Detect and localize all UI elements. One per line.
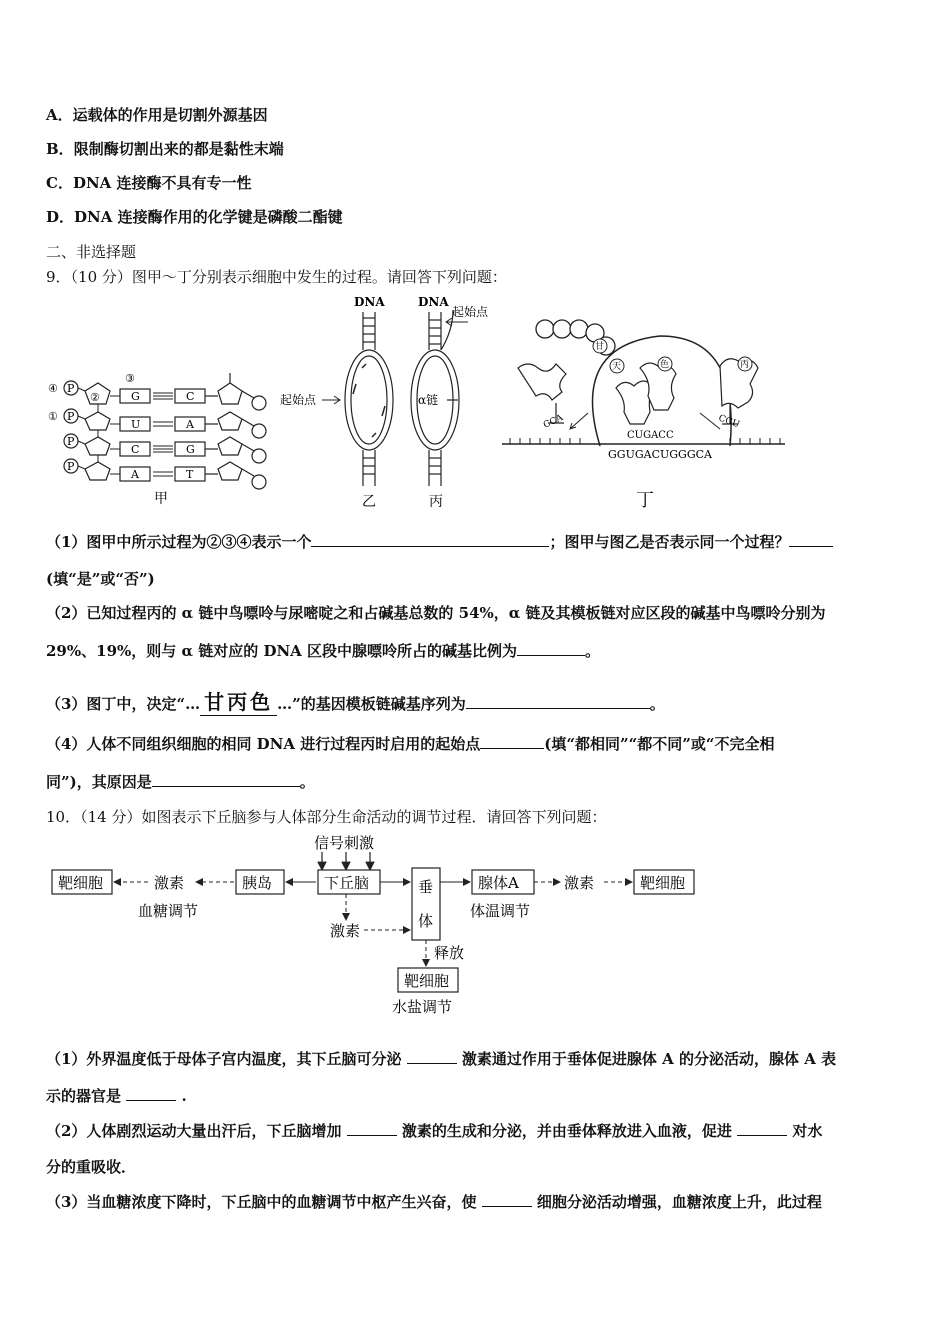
release-label: 释放 [434, 944, 465, 962]
svg-text:P: P [67, 435, 75, 448]
svg-text:体: 体 [418, 912, 434, 930]
phosphate-list [64, 381, 78, 473]
option-d: D．DNA 连接酶作用的化学键是磷酸二酯键 [46, 208, 343, 226]
answer-blank[interactable] [482, 1192, 532, 1207]
svg-text:丙: 丙 [740, 360, 750, 370]
label-1: ① [48, 410, 58, 423]
right-base-list [175, 389, 205, 481]
svg-text:色: 色 [660, 360, 670, 370]
left-base-list [110, 389, 150, 481]
answer-blank[interactable] [517, 641, 585, 656]
svg-text:A: A [186, 418, 194, 431]
q10-sub1-cont: 示的器官是 . [46, 1087, 187, 1105]
q9-sub4-cont: 同”)，其原因是 。 [46, 773, 315, 791]
figure-yi [280, 295, 393, 510]
islet-box: 胰岛 [242, 874, 273, 892]
answer-blank[interactable] [789, 532, 833, 547]
svg-text:P: P [67, 382, 75, 395]
label-yi: 乙 [362, 494, 376, 510]
answer-blank[interactable] [347, 1121, 397, 1136]
label-3: ③ [125, 372, 135, 385]
q9-sub1-cont: (填“是”或“否”) [46, 570, 155, 588]
q9-figure [40, 288, 920, 518]
q9-sub2: （2）已知过程丙的 α 链中鸟嘌呤与尿嘧啶之和占碱基总数的 54%，α 链及其模板链对应区段的碱基中鸟嘌呤分别为 [46, 604, 826, 622]
codon-row: CUGACC [627, 430, 674, 441]
origin-label: 起始点 [280, 393, 317, 407]
svg-text:G: G [131, 390, 140, 403]
answer-blank[interactable] [407, 1049, 457, 1064]
label-jia: 甲 [154, 491, 168, 507]
label-ding: 丁 [636, 490, 654, 511]
hypothalamus-box: 下丘脑 [324, 874, 370, 892]
figure-jia [48, 372, 266, 507]
svg-text:A: A [131, 468, 139, 481]
q9-sub1: （1）图甲中所示过程为②③④表示一个 ；图甲与图乙是否表示同一个过程？ [46, 531, 833, 552]
svg-text:P: P [67, 410, 75, 423]
q10-diagram [46, 830, 706, 1030]
answer-blank[interactable] [126, 1086, 176, 1101]
amino-glyphs: 甘丙色 [200, 686, 277, 716]
q9-sub2-cont: 29%、19%，则与 α 链对应的 DNA 区段中腺嘌呤所占的碱基比例为 。 [46, 642, 601, 660]
pituitary-box: 垂 [418, 878, 434, 896]
q9-stem: 9．（10 分）图甲～丁分别表示细胞中发生的过程。请回答下列问题： [46, 268, 507, 286]
origin-label: 起始点 [452, 305, 489, 319]
q10-sub2-cont: 分的重吸收． [46, 1158, 137, 1176]
q10-sub3: （3）当血糖浓度下降时，下丘脑中的血糖调节中枢产生兴奋，使 细胞分泌活动增强，血糖浓度上升，此过程 [46, 1193, 822, 1211]
svg-text:天: 天 [612, 362, 622, 372]
dna-label: DNA [354, 295, 385, 309]
option-a: A．运载体的作用是切割外源基因 [46, 106, 268, 124]
svg-text:U: U [131, 418, 141, 431]
q10-sub2: （2）人体剧烈运动大量出汗后，下丘脑增加 激素的生成和分泌，并由垂体释放进入血液，促进 对水 [46, 1122, 823, 1140]
figure-ding [502, 320, 785, 511]
answer-blank[interactable] [466, 694, 650, 709]
answer-blank[interactable] [737, 1121, 787, 1136]
svg-text:C: C [186, 390, 195, 403]
dna-label: DNA [418, 295, 449, 309]
svg-text:甘: 甘 [595, 342, 605, 352]
blood-sugar-label: 血糖调节 [138, 902, 199, 920]
svg-text:P: P [67, 460, 75, 473]
answer-blank[interactable] [152, 772, 300, 787]
q9-sub3: （3）图丁中，决定“… 甘丙色 …”的基因模板链碱基序列为 。 [46, 686, 665, 716]
alpha-chain-label: α链 [418, 393, 439, 407]
figure-bing [411, 295, 489, 510]
hormone-left: 激素 [154, 874, 185, 892]
svg-text:T: T [186, 468, 194, 481]
gland-a-box: 腺体A [478, 874, 519, 892]
svg-text:G: G [186, 443, 195, 456]
mrna-sequence: GGUGACUGGGCA [608, 448, 712, 461]
label-bing: 丙 [429, 494, 443, 510]
svg-text:C: C [131, 443, 140, 456]
target-cell-right: 靶细胞 [640, 874, 686, 892]
svg-text:CGU: CGU [716, 413, 741, 431]
svg-text:CCA: CCA [542, 413, 565, 431]
section-title: 二、非选择题 [46, 243, 137, 261]
target-cell-bottom: 靶细胞 [404, 972, 450, 990]
option-c: C．DNA 连接酶不具有专一性 [46, 174, 252, 192]
signal-label: 信号刺激 [314, 834, 375, 852]
q10-stem: 10．（14 分）如图表示下丘脑参与人体部分生命活动的调节过程．请回答下列问题： [46, 808, 607, 826]
answer-blank[interactable] [480, 734, 544, 749]
label-4: ④ [48, 382, 58, 395]
hormone-right: 激素 [564, 874, 595, 892]
answer-blank[interactable] [311, 532, 549, 547]
hormone-mid: 激素 [330, 922, 361, 940]
temp-reg-label: 体温调节 [470, 902, 531, 920]
water-salt-label: 水盐调节 [392, 998, 453, 1016]
q9-sub4: （4）人体不同组织细胞的相同 DNA 进行过程丙时启用的起始点 (填“都相同”“都不同”或“不完全相 [46, 735, 775, 753]
option-b: B．限制酶切割出来的都是黏性末端 [46, 140, 284, 158]
q10-sub1: （1）外界温度低于母体子宫内温度，其下丘脑可分泌 激素通过作用于垂体促进腺体 A 的分泌活动，腺体 A 表 [46, 1050, 837, 1068]
target-cell-left: 靶细胞 [58, 874, 104, 892]
label-2: ② [90, 391, 100, 404]
